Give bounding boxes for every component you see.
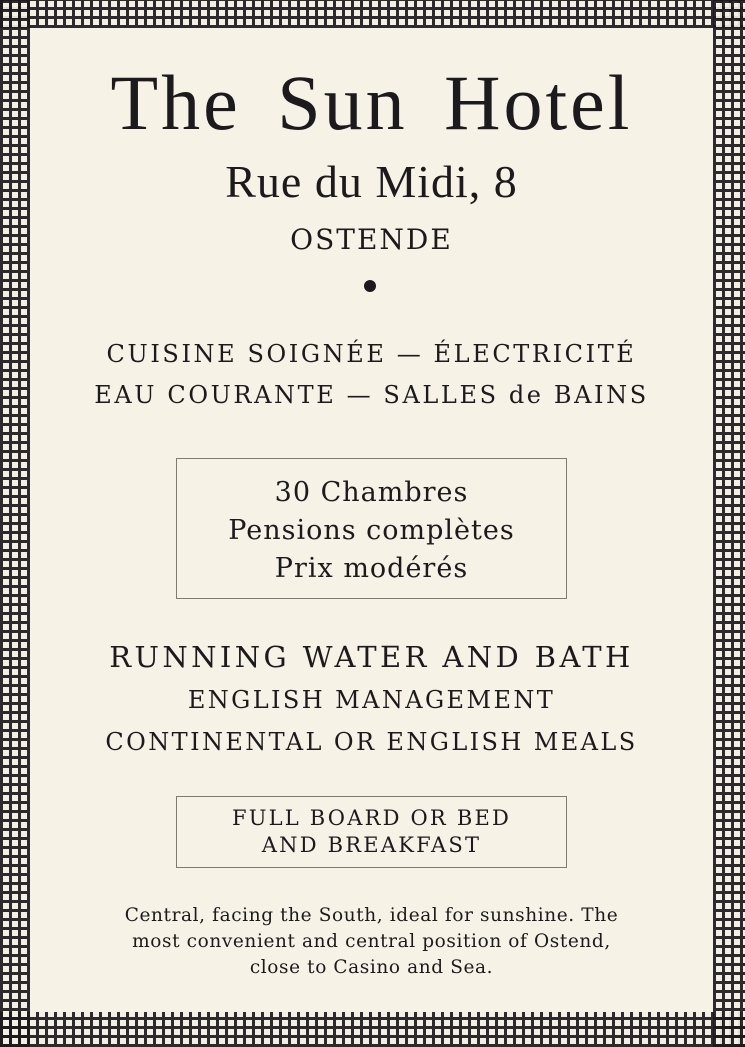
board-box-line: AND BREAKFAST bbox=[261, 833, 482, 857]
hotel-city: OSTENDE bbox=[290, 223, 453, 256]
rooms-box-line: 30 Chambres bbox=[274, 477, 469, 508]
rooms-box bbox=[176, 458, 567, 599]
rooms-box-line: Pensions complètes bbox=[228, 515, 515, 546]
decorative-border-bottom bbox=[0, 1012, 745, 1047]
footer-line: Central, facing the South, ideal for sunshine. The bbox=[124, 905, 619, 926]
hotel-address: Rue du Midi, 8 bbox=[225, 156, 518, 207]
rooms-box-line: Prix modérés bbox=[274, 553, 469, 584]
footer-line: close to Casino and Sea. bbox=[249, 957, 494, 978]
footer-line: most convenient and central position of Ostend, bbox=[132, 931, 611, 952]
board-box-line: FULL BOARD OR BED bbox=[231, 806, 512, 830]
board-box bbox=[176, 796, 567, 868]
bullet-divider bbox=[364, 280, 376, 292]
amenities-fr-line: EAU COURANTE — SALLES de BAINS bbox=[94, 381, 649, 409]
decorative-border-right bbox=[713, 0, 745, 1047]
features-en-line: ENGLISH MANAGEMENT bbox=[187, 686, 556, 714]
features-en-line: CONTINENTAL OR ENGLISH MEALS bbox=[105, 728, 638, 756]
decorative-border-top bbox=[0, 0, 745, 28]
hotel-title: The Sun Hotel bbox=[110, 59, 633, 146]
decorative-border-left bbox=[0, 0, 30, 1047]
amenities-fr-line: CUISINE SOIGNÉE — ÉLECTRICITÉ bbox=[106, 340, 637, 368]
ad-body bbox=[30, 28, 713, 1012]
features-en-line: RUNNING WATER AND BATH bbox=[109, 640, 634, 674]
